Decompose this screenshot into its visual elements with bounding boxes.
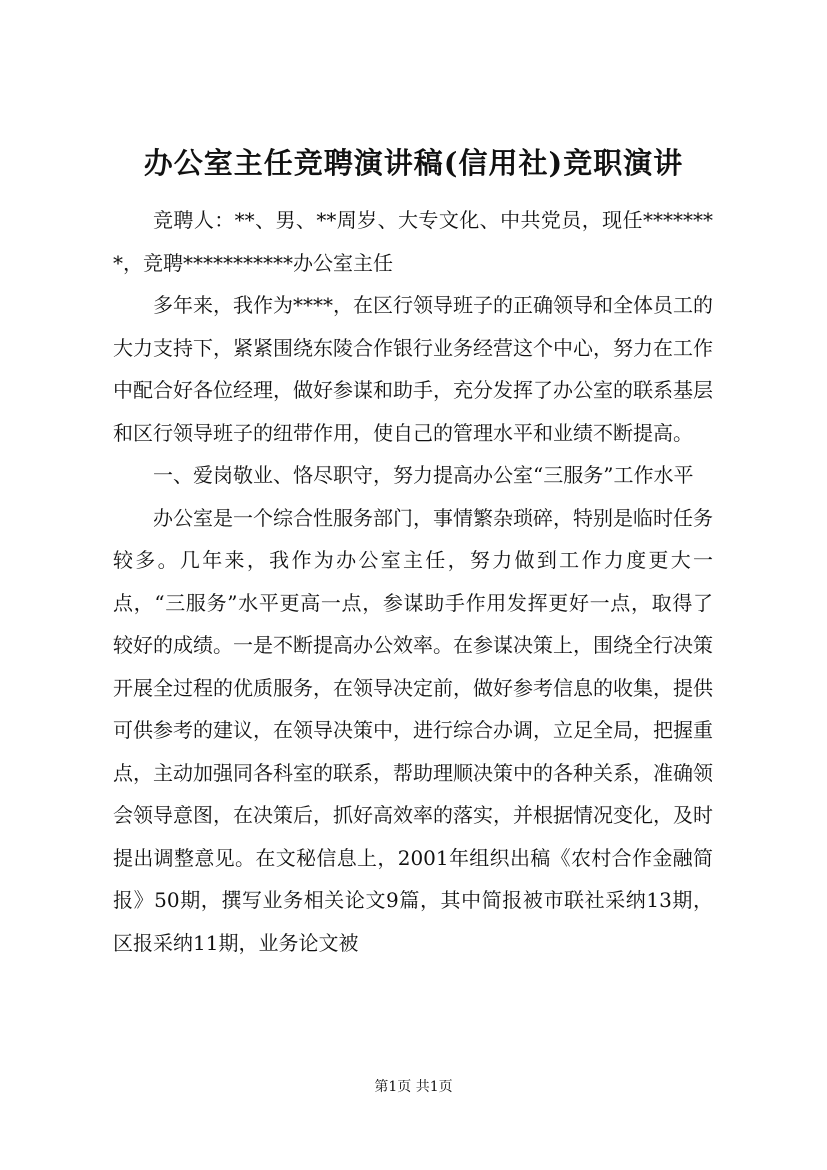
paragraph-office-work: 办公室是一个综合性服务部门，事情繁杂琐碎，特别是临时任务较多。几年来，我作为办公室主任，努力做到工作力度更大一点，“三服务”水平更高一点，参谋助手作用发挥更好一点，取得了较好的成绩。一是不断提高办公效率。在参谋决策上，围绕全行决策开展全过程的优质服务，在领导决定前，做好参考信息的收集，提供可供参考的建议，在领导决策中，进行综合办调，立足全局，把握重点，主动加强同各科室的联系，帮助理顺决策中的各种关系，准确领会领导意图，在决策后，抓好高效率的落实，并根据情况变化，及时提出调整意见。在文秘信息上，2001年组织出稿《农村合作金融简报》50期，撰写业务相关论文9篇，其中简报被市联社采纳13期，区报采纳11期，业务论文被	[113, 505, 713, 955]
document-title: 办公室主任竞聘演讲稿(信用社)竞职演讲	[143, 146, 684, 180]
section-heading: 一、爱岗敬业、恪尽职守，努力提高办公室“三服务”工作水平	[153, 463, 694, 487]
page-footer: 第1页 共1页	[374, 1079, 453, 1095]
paragraph-candidate-info: 竞聘人：**、男、**周岁、大专文化、中共党员，现任********，竞聘***********办公室主任	[113, 208, 713, 275]
paragraph-introduction: 多年来，我作为****，在区行领导班子的正确领导和全体员工的大力支持下，紧紧围绕东陵合作银行业务经营这个中心，努力在工作中配合好各位经理，做好参谋和助手，充分发挥了办公室的联系基层和区行领导班子的纽带作用，使自己的管理水平和业绩不断提高。	[113, 293, 713, 445]
document-body	[113, 199, 713, 964]
